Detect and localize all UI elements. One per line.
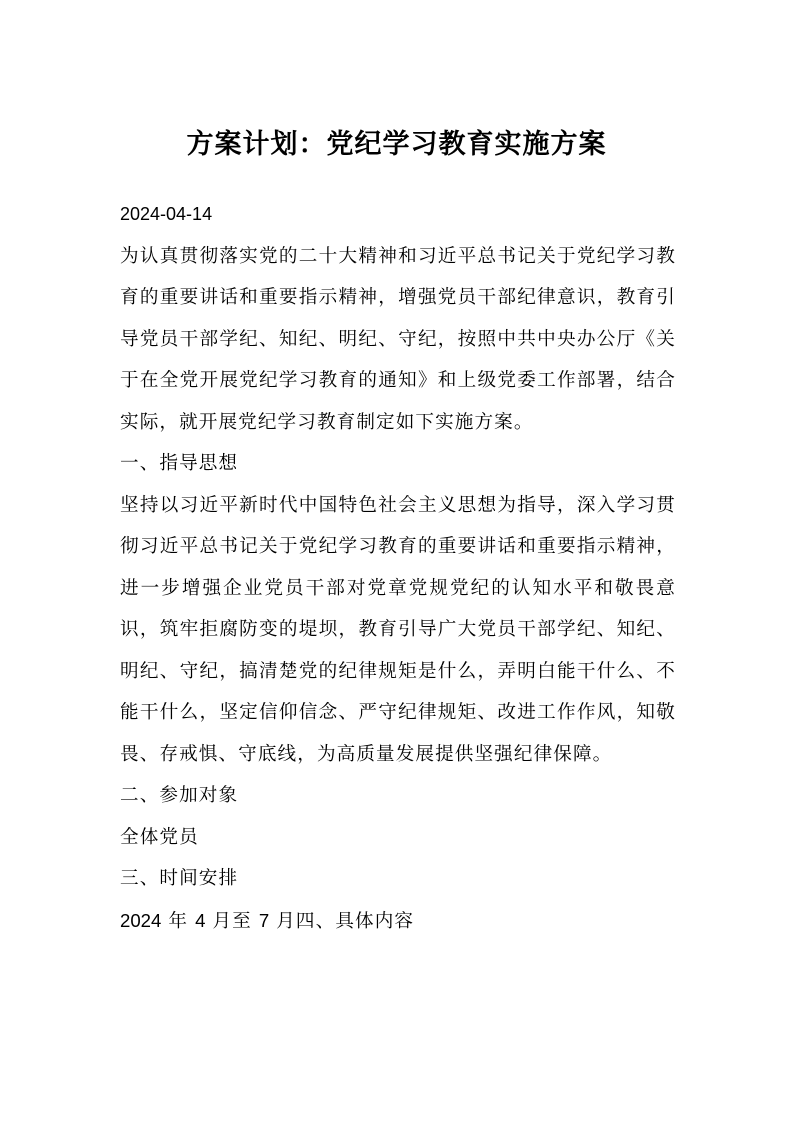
section-heading-schedule: 三、时间安排: [120, 868, 239, 889]
schedule-year: 2024: [120, 909, 162, 931]
section-body-guiding-thought: 坚持以习近平新时代中国特色社会主义思想为指导，深入学习贯彻习近平总书记关于党纪学习教育的重要讲话和重要指示精神，进一步增强企业党员干部对党章党规党纪的认知水平和敬畏意识，筑牢拒腐防变的堤坝，教育引导广大党员干部学纪、知纪、明纪、守纪，搞清楚党的纪律规矩是什么，弄明白能干什么、不能干什么，坚定信仰信念、严守纪律规矩、改进工作作风，知敬畏、存戒惧、守底线，为高质量发展提供坚强纪律保障。: [120, 494, 676, 765]
schedule-month-range: 月至: [212, 910, 252, 932]
intro-paragraph: 为认真贯彻落实党的二十大精神和习近平总书记关于党纪学习教育的重要讲话和重要指示精神，增强党员干部纪律意识，教育引导党员干部学纪、知纪、明纪、守纪，按照中共中央办公厅《关于在全党开展党纪学习教育的通知》和上级党委工作部署，结合实际，就开展党纪学习教育制定如下实施方案。: [120, 245, 676, 433]
schedule-start-month: 4: [195, 909, 206, 931]
schedule-end-text: 月四、具体内容: [276, 910, 415, 932]
document-title: 方案计划：党纪学习教育实施方案: [186, 129, 607, 160]
document-body: [120, 194, 676, 942]
section-heading-participants: 二、参加对象: [120, 785, 239, 806]
schedule-line: [120, 900, 676, 943]
section-body-participants: 全体党员: [120, 826, 199, 848]
schedule-end-month: 7: [258, 909, 270, 931]
schedule-year-unit: 年: [168, 910, 189, 932]
document-date: 2024-04-14: [120, 204, 213, 224]
section-heading-guiding-thought: 一、指导思想: [120, 453, 239, 474]
